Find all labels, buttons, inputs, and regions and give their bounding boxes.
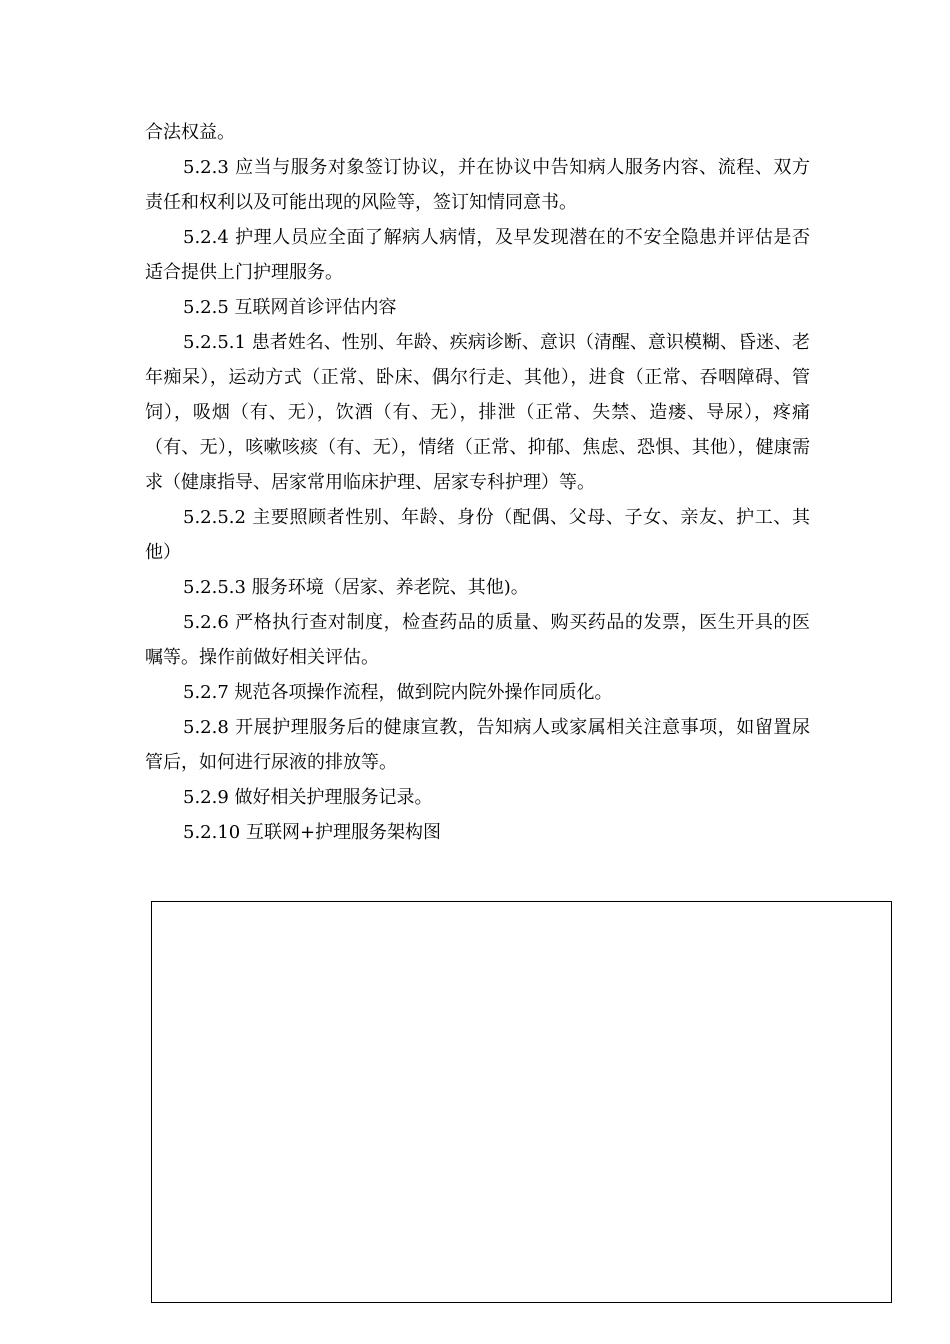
- paragraph-5-2-5-2: 5.2.5.2 主要照顾者性别、年龄、身份（配偶、父母、子女、亲友、护工、其他）: [145, 507, 810, 563]
- paragraph-5-2-7: 5.2.7 规范各项操作流程，做到院内院外操作同质化。: [183, 682, 613, 703]
- architecture-diagram-frame: [151, 901, 892, 1303]
- document-body: [145, 115, 810, 850]
- paragraph-5-2-9: 5.2.9 做好相关护理服务记录。: [183, 787, 433, 808]
- paragraph-5-2-10: 5.2.10 互联网+护理服务架构图: [183, 822, 442, 843]
- paragraph-5-2-6: 5.2.6 严格执行查对制度，检查药品的质量、购买药品的发票，医生开具的医嘱等。操作前做好相关评估。: [145, 612, 810, 668]
- paragraph-5-2-5-1: 5.2.5.1 患者姓名、性别、年龄、疾病诊断、意识（清醒、意识模糊、昏迷、老年痴呆），运动方式（正常、卧床、偶尔行走、其他），进食（正常、吞咽障碍、管饲），吸烟（有、无），饮酒（有、无），排泄（正常、失禁、造瘘、导尿），疼痛（有、无），咳嗽咳痰（有、无），情绪（正常、抑郁、焦虑、恐惧、其他），健康需求（健康指导、居家常用临床护理、居家专科护理）等。: [145, 332, 810, 493]
- paragraph-continuation: 合法权益。: [145, 122, 235, 143]
- paragraph-5-2-4: 5.2.4 护理人员应全面了解病人病情，及早发现潜在的不安全隐患并评估是否适合提供上门护理服务。: [145, 227, 810, 283]
- paragraph-5-2-8: 5.2.8 开展护理服务后的健康宣教，告知病人或家属相关注意事项，如留置尿管后，如何进行尿液的排放等。: [145, 717, 810, 773]
- paragraph-5-2-3: 5.2.3 应当与服务对象签订协议，并在协议中告知病人服务内容、流程、双方责任和权利以及可能出现的风险等，签订知情同意书。: [145, 157, 810, 213]
- paragraph-5-2-5: 5.2.5 互联网首诊评估内容: [183, 297, 397, 318]
- paragraph-5-2-5-3: 5.2.5.3 服务环境（居家、养老院、其他)。: [183, 577, 529, 598]
